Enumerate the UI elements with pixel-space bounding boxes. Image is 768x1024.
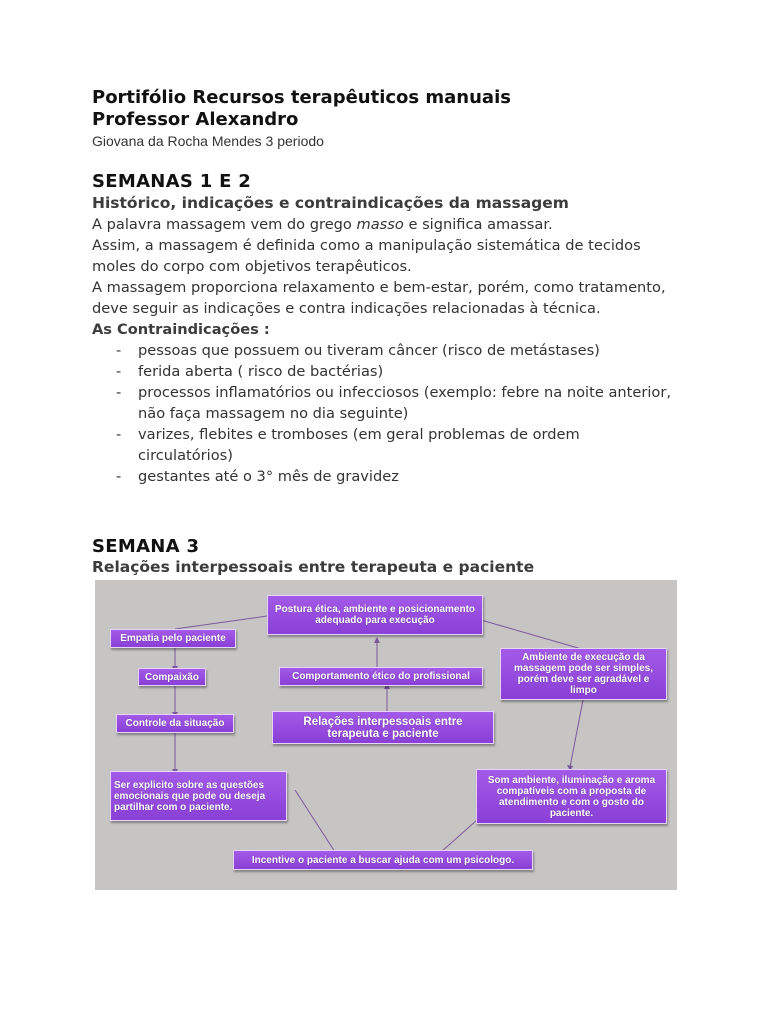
list-item xyxy=(92,424,672,466)
title-line-2: Professor Alexandro xyxy=(92,109,299,130)
concept-map-diagram xyxy=(95,580,677,890)
list-item xyxy=(92,361,672,382)
node-empatia: Empatia pelo paciente xyxy=(110,629,236,648)
paragraph-text: A palavra massagem vem do grego xyxy=(92,216,357,233)
section-heading-weeks-1-2: SEMANAS 1 E 2 xyxy=(92,171,252,192)
list-item-text: processos inflamatórios ou infecciosos (exemplo: febre na noite anterior, não faça massagem no dia seguinte) xyxy=(138,384,671,422)
dash-bullet: - xyxy=(116,363,122,380)
node-controle: Controle da situação xyxy=(116,714,234,733)
section-subheading-relations: Relações interpessoais entre terapeuta e paciente xyxy=(92,558,535,576)
connector-line xyxy=(570,700,583,767)
list-item-text: varizes, flebites e tromboses (em geral problemas de ordem circulatórios) xyxy=(138,426,580,464)
section-body-massage xyxy=(92,214,672,487)
list-item xyxy=(92,382,672,424)
paragraph-benefits: A massagem proporciona relaxamento e bem-estar, porém, como tratamento, deve seguir as indicações e contra indicações relacionadas à técnica. xyxy=(92,279,666,317)
list-item xyxy=(92,340,672,361)
arrow-head xyxy=(374,637,380,643)
paragraph-etymology xyxy=(92,214,672,235)
list-item-text: ferida aberta ( risco de bactérias) xyxy=(138,363,384,380)
node-comportamento: Comportamento ético do profissional xyxy=(279,667,483,686)
paragraph-text: e significa amassar. xyxy=(403,216,553,233)
list-item xyxy=(92,466,672,487)
title-line-1: Portifólio Recursos terapêuticos manuais xyxy=(92,87,511,108)
connector-line xyxy=(441,820,477,852)
dash-bullet: - xyxy=(116,384,122,401)
node-ambiente: Ambiente de execução da massagem pode ser simples, porém deve ser agradável e limpo xyxy=(500,648,667,700)
paragraph-definition: Assim, a massagem é definida como a manipulação sistemática de tecidos moles do corpo com objetivos terapêuticos. xyxy=(92,237,641,275)
node-incentive: Incentive o paciente a buscar ajuda com um psicologo. xyxy=(233,850,533,870)
contraindications-label: As Contraindicações : xyxy=(92,321,270,338)
node-central: Relações interpessoais entre terapeuta e paciente xyxy=(272,711,494,744)
node-explicito: Ser explicito sobre as questões emocionais que pode ou deseja partilhar com o paciente. xyxy=(110,771,287,821)
node-compaixao: Compaixão xyxy=(138,668,206,686)
connector-line xyxy=(295,790,335,852)
dash-bullet: - xyxy=(116,468,122,485)
connector-line xyxy=(175,616,267,629)
dash-bullet: - xyxy=(116,426,122,443)
connector-line xyxy=(481,620,585,650)
section-heading-week-3: SEMANA 3 xyxy=(92,536,200,557)
document-title xyxy=(92,87,511,131)
author-line: Giovana da Rocha Mendes 3 periodo xyxy=(92,133,324,149)
node-som: Som ambiente, iluminação e aroma compatíveis com a proposta de atendimento e com o gosto do paciente. xyxy=(476,769,667,824)
list-item-text: pessoas que possuem ou tiveram câncer (risco de metástases) xyxy=(138,342,600,359)
contraindications-list xyxy=(92,340,672,487)
dash-bullet: - xyxy=(116,342,122,359)
italic-term: masso xyxy=(356,216,404,233)
list-item-text: gestantes até o 3° mês de gravidez xyxy=(138,468,399,485)
node-postura: Postura ética, ambiente e posicionamento adequado para execução xyxy=(267,595,483,635)
section-subheading-history: Histórico, indicações e contraindicações da massagem xyxy=(92,194,569,212)
